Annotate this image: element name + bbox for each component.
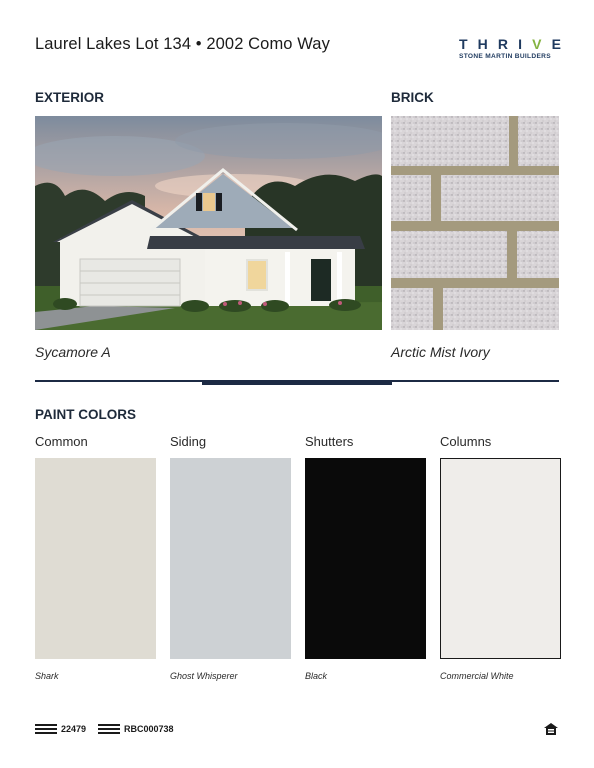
logo-letter: H <box>477 36 488 52</box>
logo-subtitle: STONE MARTIN BUILDERS <box>459 53 551 60</box>
paint-category-shutters: Shutters <box>305 434 354 449</box>
thrive-logo <box>459 36 561 60</box>
paint-category-siding: Siding <box>170 434 207 449</box>
paint-category-columns: Columns <box>440 434 492 449</box>
logo-letter-v: V <box>532 36 542 52</box>
paint-swatch-columns <box>440 458 561 659</box>
exterior-heading: EXTERIOR <box>35 90 105 105</box>
paint-category-common: Common <box>35 434 88 449</box>
license-number-2: RBC000738 <box>124 724 174 734</box>
paint-name-common: Shark <box>35 671 59 681</box>
brick-sample-image <box>391 116 559 330</box>
paint-name-shutters: Black <box>305 671 328 681</box>
paint-colors-heading: PAINT COLORS <box>35 407 136 422</box>
license-footer <box>35 723 186 735</box>
brick-caption: Arctic Mist Ivory <box>391 344 490 360</box>
logo-letter: E <box>551 36 561 52</box>
paint-swatch-siding <box>170 458 291 659</box>
exterior-house-image <box>35 116 382 330</box>
equal-housing-icon <box>544 722 558 740</box>
license-number-1: 22479 <box>61 724 87 734</box>
paint-swatch-common <box>35 458 156 659</box>
logo-wordmark <box>459 36 561 52</box>
paint-name-siding: Ghost Whisperer <box>170 671 238 681</box>
logo-letter: T <box>459 36 468 52</box>
paint-name-columns: Commercial White <box>440 671 514 681</box>
brick-heading: BRICK <box>391 90 434 105</box>
section-divider-accent <box>202 380 392 385</box>
logo-letter: R <box>497 36 509 52</box>
exterior-caption: Sycamore A <box>35 344 111 360</box>
license-tag-icon <box>98 723 120 735</box>
page-title: Laurel Lakes Lot 134 • 2002 Como Way <box>35 35 330 53</box>
logo-letter: I <box>518 36 523 52</box>
license-tag-icon <box>35 723 57 735</box>
paint-swatch-shutters <box>305 458 426 659</box>
